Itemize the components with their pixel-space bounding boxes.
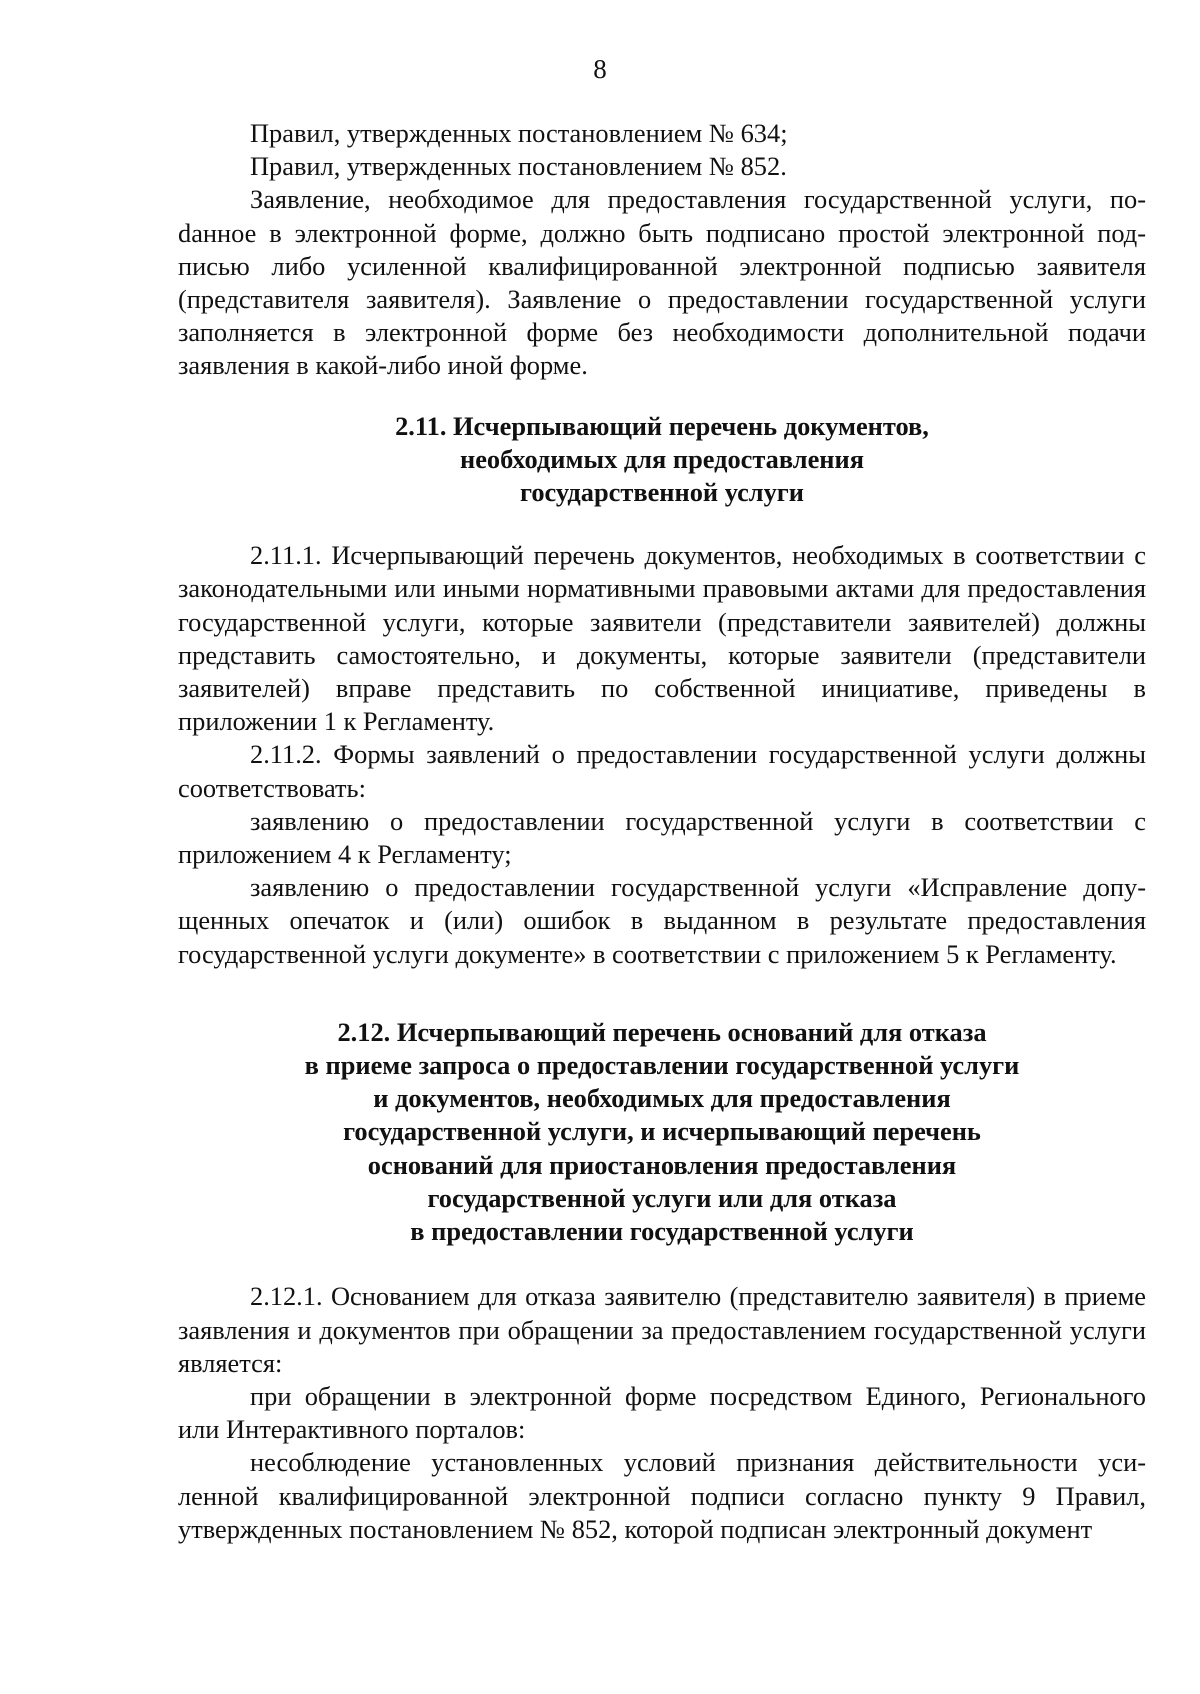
paragraph-signature-noncompliance: несоблюдение установленных условий признания действительности усиленной квалифицированной электронной подписи согласно пункту 9 Правил, утвержденных постановлением № 852, которой подписан электронный документ [178, 1447, 1146, 1544]
paragraph-electronic-portals: при обращении в электронной форме посредством Единого, Регионального или Интерактивного порталов: [178, 1380, 1146, 1445]
heading-line: и документов, необходимых для предоставления [373, 1083, 951, 1114]
heading-line: государственной услуги или для отказа [427, 1182, 897, 1213]
page-number: 8 [593, 54, 607, 84]
heading-line: в приеме запроса о предоставлении государственной услуги [304, 1050, 1020, 1081]
section-heading-2-11 [178, 410, 1146, 510]
section-heading-2-12 [178, 1016, 1146, 1248]
document-body [178, 117, 1146, 1546]
paragraph-form-appendix-5: заявлению о предоставлении государственной услуги «Исправление допущенных опечаток и (или) ошибок в выданном в результате предоставления государственной услуги документе» в соответствии с приложением 5 к Регламенту. [178, 872, 1146, 969]
heading-line: государственной услуги, и исчерпывающий перечень [343, 1116, 981, 1147]
paragraph-rules-634: Правил, утвержденных постановлением № 634; [250, 118, 788, 148]
heading-line: необходимых для предоставления [460, 443, 864, 474]
paragraph-form-appendix-4: заявлению о предоставлении государственной услуги в соответствии с приложением 4 к Регламенту; [178, 805, 1146, 870]
heading-line: государственной услуги [520, 477, 804, 508]
paragraph-2-11-1: 2.11.1. Исчерпывающий перечень документов, необходимых в соответствии с законодательными или иными нормативными правовыми актами для предоставления государственной услуги, которые заявители (представители заявителей) должны представить самостоятельно, и документы, которые заявители (представители заявителей) вправе представить по собственной инициативе, приведены в приложении 1 к Регламенту. [178, 540, 1146, 737]
paragraph-rules-852: Правил, утвержденных постановлением № 852. [250, 151, 787, 182]
paragraph-2-12-1: 2.12.1. Основанием для отказа заявителю (представителю заявителя) в приеме заявления и документов при обращении за предоставлением государственной услуги является: [178, 1281, 1146, 1378]
heading-line: оснований для приостановления предоставления [367, 1149, 957, 1180]
heading-line: 2.11. Исчерпывающий перечень документов, [395, 410, 929, 441]
heading-line: в предоставлении государственной услуги [410, 1216, 914, 1247]
paragraph-electronic-application: Заявление, необходимое для предоставления государственной услуги, поdанное в электронной форме, должно быть подписано простой электронной подписью либо усиленной квалифицированной электронной подписью заявителя (представителя заявителя). Заявление о предоставлении государственной услуги заполняется в электронной форме без необходимости дополнительной подачи заявления в какой-либо иной форме. [178, 184, 1146, 381]
paragraph-2-11-2: 2.11.2. Формы заявлений о предоставлении государственной услуги должны соответствовать: [178, 739, 1146, 803]
heading-line: 2.12. Исчерпывающий перечень оснований для отказа [337, 1016, 987, 1047]
